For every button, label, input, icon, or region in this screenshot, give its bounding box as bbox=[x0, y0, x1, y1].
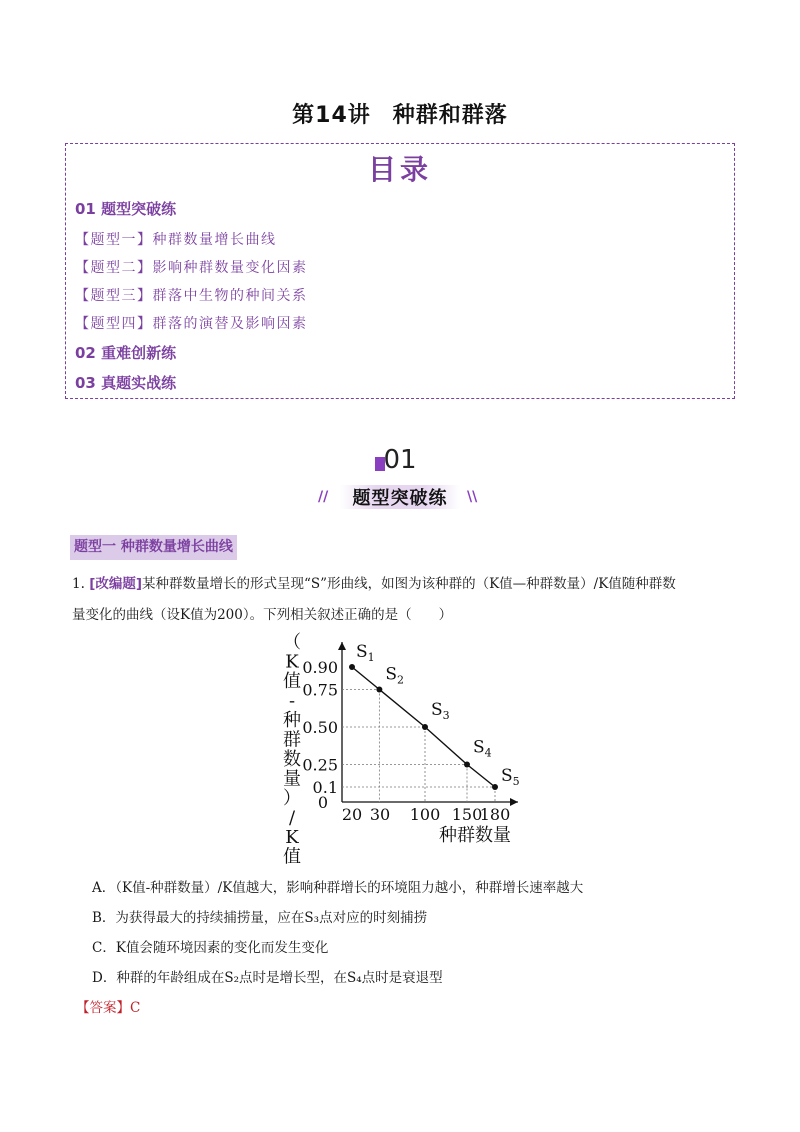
toc-item-type-3[interactable]: 【题型三】群落中生物的种间关系 bbox=[75, 288, 308, 304]
data-point bbox=[464, 762, 470, 768]
option-d[interactable]: D．种群的年龄组成在S₂点时是增长型，在S₄点时是衰退型 bbox=[92, 970, 443, 986]
question-stem-line-2: 量变化的曲线（设K值为200）。下列相关叙述正确的是（ ） bbox=[72, 607, 453, 623]
data-point bbox=[349, 664, 355, 670]
toc-heading: 目录 bbox=[367, 153, 432, 186]
lecture-topic: 种群和群落 bbox=[392, 103, 508, 128]
y-axis-arrow bbox=[338, 642, 346, 650]
data-point bbox=[376, 687, 382, 693]
origin-label: 0 bbox=[317, 793, 328, 812]
y-axis-label-char: - bbox=[288, 690, 296, 712]
point-label-subscript: 4 bbox=[484, 746, 492, 760]
y-axis-label-char: 量 bbox=[283, 768, 301, 790]
y-axis-label-char: 值 bbox=[283, 671, 301, 692]
y-axis-label-char: / bbox=[288, 807, 296, 829]
question-type-heading: 题型一 种群数量增长曲线 bbox=[70, 535, 237, 560]
question-stem-line-1 bbox=[72, 572, 676, 592]
lecture-number: 第14讲 bbox=[292, 103, 371, 128]
point-label: $S_5$ bbox=[501, 766, 520, 788]
x-axis-arrow bbox=[510, 798, 518, 806]
x-tick-label: 150 bbox=[451, 805, 483, 824]
point-label: $S_2$ bbox=[385, 664, 405, 687]
y-axis-label-char: 数 bbox=[283, 749, 301, 770]
point-label: $S_4$ bbox=[473, 737, 492, 760]
answer-label: 【答案】 bbox=[76, 1000, 130, 1016]
x-axis-label: 种群数量 bbox=[439, 825, 511, 846]
data-point bbox=[422, 724, 428, 730]
point-label-subscript: 5 bbox=[512, 775, 520, 788]
banner-right-mark: \\ bbox=[467, 489, 478, 505]
option-b[interactable]: B．为获得最大的持续捕捞量，应在S₃点对应的时刻捕捞 bbox=[92, 910, 428, 926]
document-title bbox=[0, 98, 800, 129]
table-of-contents bbox=[65, 143, 735, 399]
toc-item-drill[interactable]: 01 题型突破练 bbox=[75, 200, 177, 218]
toc-item-challenge[interactable]: 02 重难创新练 bbox=[75, 344, 177, 362]
y-axis-label-char: 值 bbox=[283, 846, 301, 868]
question-tag: [改编题] bbox=[89, 576, 143, 592]
point-label: $S_1$ bbox=[356, 642, 375, 664]
point-label-subscript: 2 bbox=[397, 673, 405, 687]
data-point bbox=[492, 784, 498, 790]
option-a[interactable]: A．（K值-种群数量）/K值越大，影响种群增长的环境阻力越小，种群增长速率越大 bbox=[92, 880, 584, 896]
banner-left-mark: // bbox=[318, 489, 329, 505]
toc-item-type-1[interactable]: 【题型一】种群数量增长曲线 bbox=[75, 232, 277, 248]
population-curve-chart bbox=[270, 630, 540, 868]
y-axis-label-char: ） bbox=[283, 788, 301, 809]
option-c[interactable]: C．K值会随环境因素的变化而发生变化 bbox=[92, 940, 329, 956]
y-axis-label-char: （ bbox=[283, 632, 301, 653]
question-text-1: 某种群数量增长的形式呈现“S”形曲线，如图为该种群的（K值—种群数量）/K值随种群数 bbox=[142, 576, 676, 592]
banner-number: 01 bbox=[383, 445, 417, 475]
toc-item-real-exam[interactable]: 03 真题实战练 bbox=[75, 374, 177, 392]
point-label-subscript: 3 bbox=[442, 709, 450, 722]
toc-item-type-2[interactable]: 【题型二】影响种群数量变化因素 bbox=[75, 260, 308, 276]
x-tick-label: 180 bbox=[479, 805, 511, 824]
y-tick-label: 0.50 bbox=[302, 718, 338, 737]
y-axis-label bbox=[283, 632, 301, 868]
y-tick-label: 0.1 bbox=[312, 778, 338, 797]
x-tick-label: 20 bbox=[341, 805, 363, 824]
point-label: $S_3$ bbox=[431, 700, 450, 722]
y-axis-label-char: K bbox=[285, 827, 299, 848]
y-tick-label: 0.75 bbox=[302, 680, 338, 700]
y-axis-label-char: 群 bbox=[283, 729, 301, 751]
y-tick-label: 0.90 bbox=[302, 658, 338, 677]
x-tick-label: 100 bbox=[409, 805, 441, 824]
y-tick-label: 0.25 bbox=[302, 755, 338, 775]
banner-label: 题型突破练 bbox=[352, 488, 448, 509]
toc-item-type-4[interactable]: 【题型四】群落的演替及影响因素 bbox=[75, 316, 308, 332]
question-number: 1. bbox=[72, 576, 85, 592]
y-axis-label-char: K bbox=[285, 651, 299, 673]
x-tick-label: 30 bbox=[369, 805, 391, 824]
answer-line bbox=[76, 996, 140, 1016]
y-axis-label-char: 种 bbox=[283, 710, 301, 731]
point-label-subscript: 1 bbox=[367, 651, 375, 664]
section-banner bbox=[315, 443, 485, 515]
answer-value: C bbox=[130, 1000, 141, 1016]
